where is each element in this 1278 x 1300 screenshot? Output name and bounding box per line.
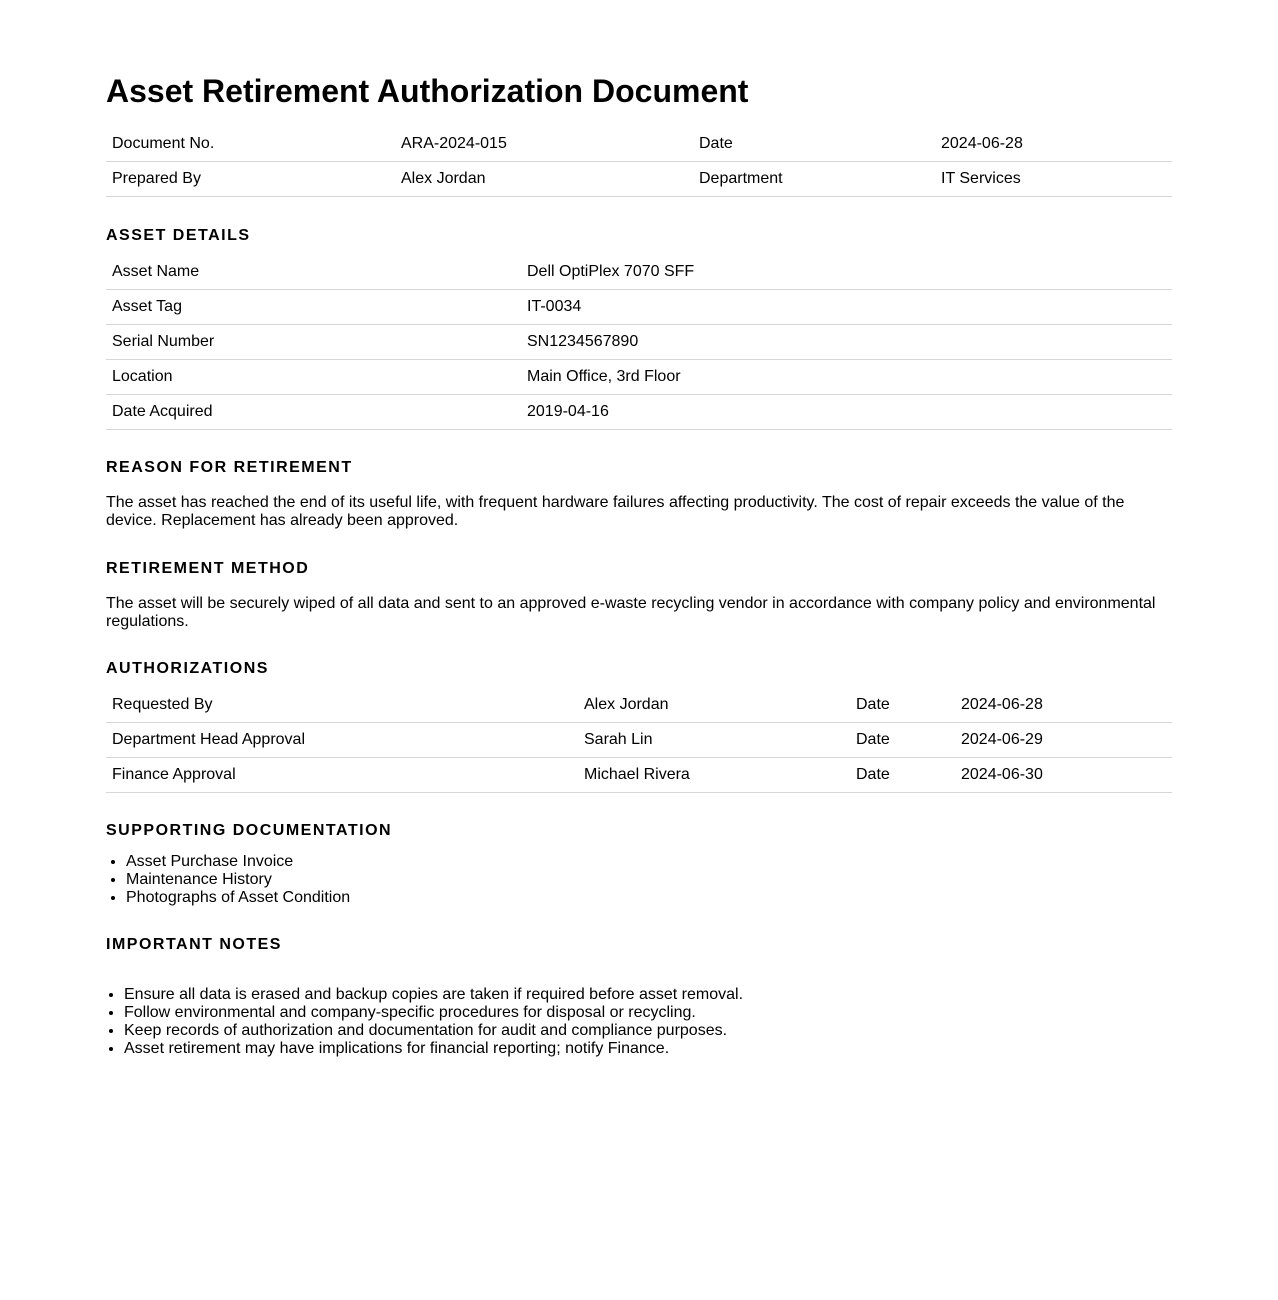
table-row: [106, 360, 1172, 395]
table-row: [106, 325, 1172, 360]
document-page: [106, 0, 1172, 1058]
method-text: The asset will be securely wiped of all data and sent to an approved e-waste recycling vendor in accordance with company policy and environmental regulations.: [106, 595, 1156, 630]
meta-row: [106, 127, 1172, 162]
important-notes-list: [106, 986, 1172, 1058]
document-number: ARA-2024-015: [395, 127, 693, 162]
auth-role: Finance Approval: [106, 758, 578, 793]
department: IT Services: [935, 162, 1172, 197]
asset-value: IT-0034: [521, 290, 1172, 325]
list-item: • Asset retirement may have implications for financial reporting; notify Finance.: [124, 1040, 1172, 1058]
reason-heading: REASON FOR RETIREMENT: [106, 459, 353, 476]
asset-label: Asset Name: [106, 255, 521, 290]
table-row: [106, 395, 1172, 430]
auth-date: 2024-06-28: [955, 688, 1172, 723]
authorizations-heading: AUTHORIZATIONS: [106, 660, 269, 677]
list-item: • Follow environmental and company-specific procedures for disposal or recycling.: [124, 1004, 1172, 1022]
auth-date-label: Date: [850, 688, 955, 723]
authorizations-table: [106, 688, 1172, 793]
asset-value: Dell OptiPlex 7070 SFF: [521, 255, 1172, 290]
reason-text: The asset has reached the end of its useful life, with frequent hardware failures affecting productivity. The cost of repair exceeds the value of the device. Replacement has already been approved.: [106, 494, 1125, 529]
asset-label: Location: [106, 360, 521, 395]
asset-value: Main Office, 3rd Floor: [521, 360, 1172, 395]
meta-label: Department: [693, 162, 935, 197]
auth-date-label: Date: [850, 723, 955, 758]
auth-name: Sarah Lin: [578, 723, 850, 758]
meta-row: [106, 162, 1172, 197]
auth-name: Michael Rivera: [578, 758, 850, 793]
table-row: [106, 290, 1172, 325]
table-row: [106, 758, 1172, 793]
list-item: • Maintenance History: [126, 871, 1172, 889]
auth-role: Department Head Approval: [106, 723, 578, 758]
meta-label: Document No.: [106, 127, 395, 162]
asset-label: Asset Tag: [106, 290, 521, 325]
meta-label: Date: [693, 127, 935, 162]
supporting-docs-heading: SUPPORTING DOCUMENTATION: [106, 822, 393, 839]
document-meta-table: [106, 127, 1172, 197]
asset-details-table: [106, 255, 1172, 430]
auth-name: Alex Jordan: [578, 688, 850, 723]
supporting-docs-list: [106, 853, 1172, 907]
document-date: 2024-06-28: [935, 127, 1172, 162]
list-item: • Ensure all data is erased and backup copies are taken if required before asset removal.: [124, 986, 1172, 1004]
asset-details-heading: ASSET DETAILS: [106, 227, 251, 244]
list-item: • Photographs of Asset Condition: [126, 889, 1172, 907]
auth-role: Requested By: [106, 688, 578, 723]
asset-value: 2019-04-16: [521, 395, 1172, 430]
important-notes-heading: IMPORTANT NOTES: [106, 936, 282, 953]
auth-date: 2024-06-29: [955, 723, 1172, 758]
asset-label: Serial Number: [106, 325, 521, 360]
document-title: Asset Retirement Authorization Document: [106, 73, 749, 109]
list-item: • Keep records of authorization and documentation for audit and compliance purposes.: [124, 1022, 1172, 1040]
auth-date: 2024-06-30: [955, 758, 1172, 793]
method-heading: RETIREMENT METHOD: [106, 560, 310, 577]
table-row: [106, 723, 1172, 758]
table-row: [106, 688, 1172, 723]
table-row: [106, 255, 1172, 290]
asset-label: Date Acquired: [106, 395, 521, 430]
asset-value: SN1234567890: [521, 325, 1172, 360]
meta-label: Prepared By: [106, 162, 395, 197]
list-item: • Asset Purchase Invoice: [126, 853, 1172, 871]
auth-date-label: Date: [850, 758, 955, 793]
prepared-by: Alex Jordan: [395, 162, 693, 197]
